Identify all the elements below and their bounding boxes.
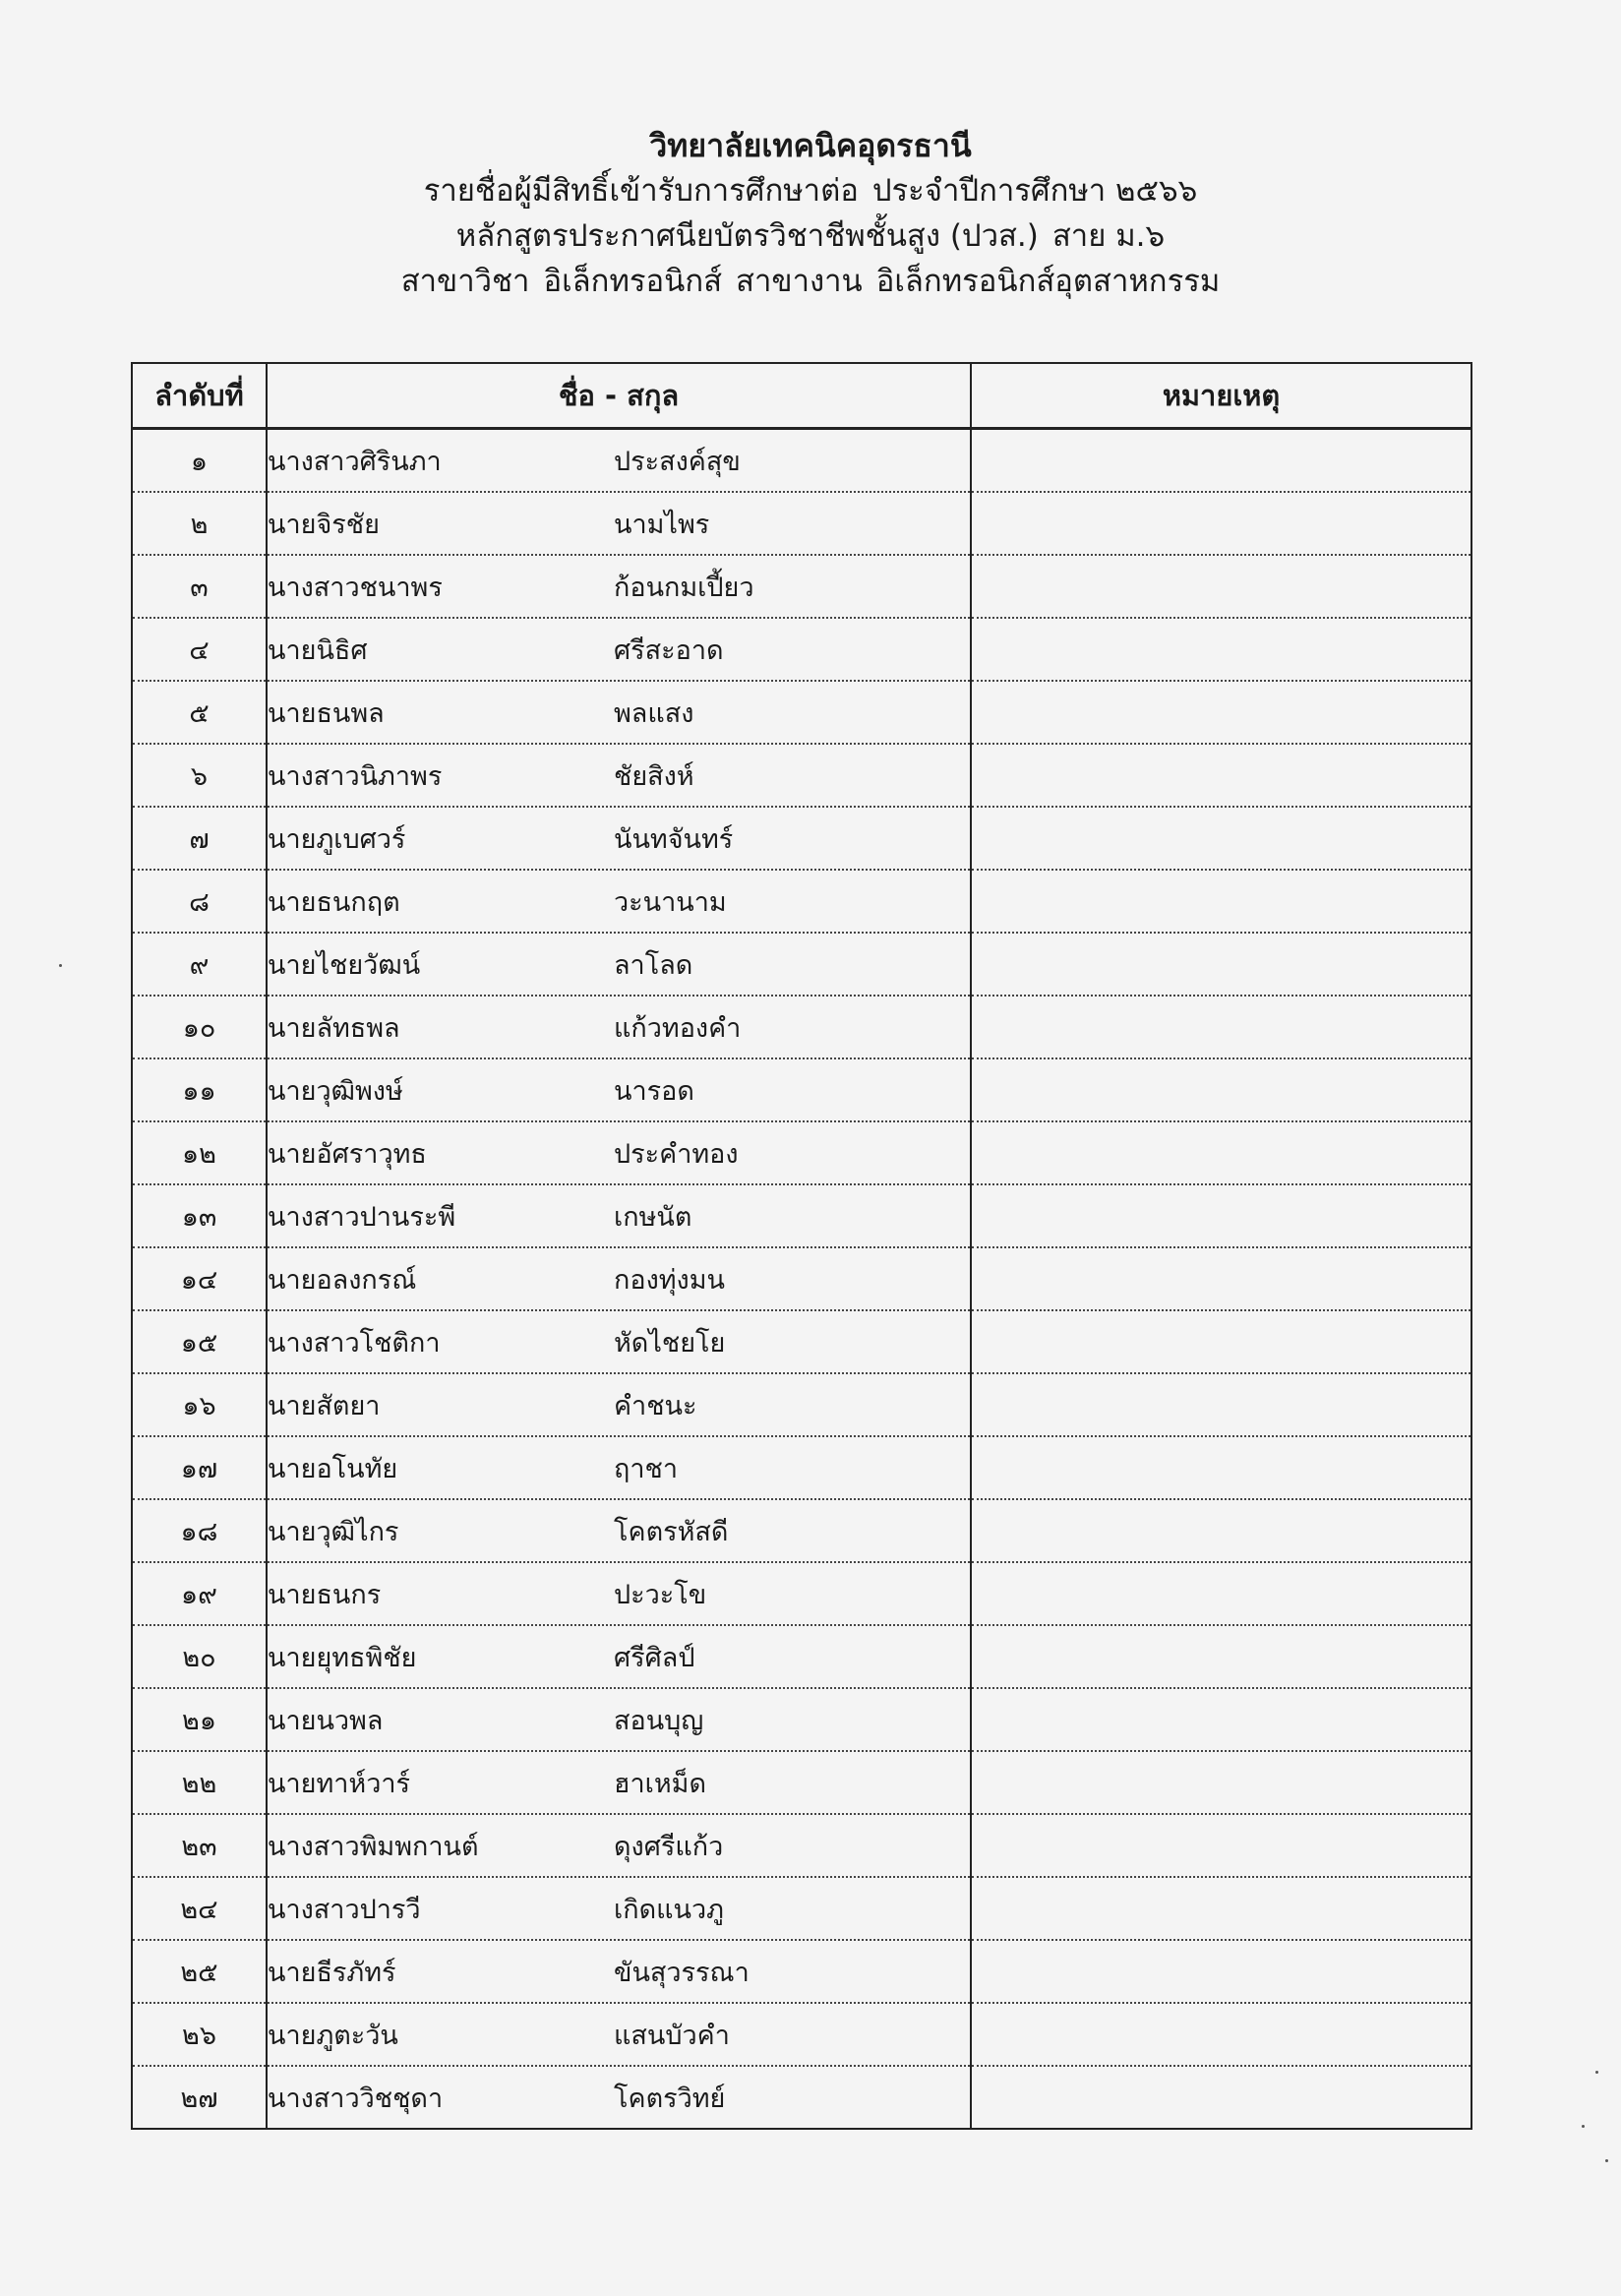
row-note [971, 1058, 1471, 1121]
row-note [971, 1310, 1471, 1373]
row-number: ๑๔ [132, 1247, 267, 1310]
first-name: นายอลงกรณ์ [268, 1264, 417, 1296]
table-row [132, 1436, 1471, 1499]
last-name: คำชนะ [614, 1390, 697, 1421]
table-row [132, 1184, 1471, 1247]
row-number: ๒๐ [132, 1625, 267, 1688]
row-number: ๔ [132, 618, 267, 681]
table-row [132, 681, 1471, 744]
row-fullname [267, 1940, 971, 2003]
row-note [971, 933, 1471, 996]
row-note [971, 2066, 1471, 2129]
row-number: ๘ [132, 870, 267, 933]
row-number: ๑๖ [132, 1373, 267, 1436]
last-name: ก้อนกมเปี้ยว [614, 572, 754, 603]
table-row [132, 1058, 1471, 1121]
first-name: นายวุฒิไกร [268, 1516, 399, 1547]
last-name: ชัยสิงห์ [614, 760, 694, 792]
row-note [971, 996, 1471, 1058]
row-number: ๒๖ [132, 2003, 267, 2066]
row-fullname [267, 681, 971, 744]
first-name: นายลัทธพล [268, 1012, 400, 1044]
first-name: นายนิธิศ [268, 634, 368, 666]
first-name: นายอัศราวุทธ [268, 1138, 427, 1170]
last-name: ประสงค์สุข [614, 446, 741, 477]
row-note [971, 744, 1471, 807]
row-number: ๒๔ [132, 1877, 267, 1940]
subtitle-left: รายชื่อผู้มีสิทธิ์เข้ารับการศึกษาต่อ [423, 173, 859, 209]
row-note [971, 681, 1471, 744]
table-row [132, 1310, 1471, 1373]
scan-speck [1582, 2125, 1585, 2128]
row-fullname [267, 1877, 971, 1940]
first-name: นางสาวปานระพี [268, 1201, 456, 1233]
row-fullname [267, 1121, 971, 1184]
row-fullname [267, 1247, 971, 1310]
table-row [132, 492, 1471, 555]
col-header-no: ลำดับที่ [132, 363, 267, 429]
col-header-name: ชื่อ - สกุล [267, 363, 971, 429]
row-number: ๕ [132, 681, 267, 744]
table-row [132, 1499, 1471, 1562]
row-fullname [267, 744, 971, 807]
row-note [971, 1814, 1471, 1877]
table-row [132, 1625, 1471, 1688]
row-note [971, 492, 1471, 555]
table-row [132, 2066, 1471, 2129]
first-name: นางสาวศิรินภา [268, 446, 442, 477]
last-name: หัดไชยโย [614, 1327, 726, 1359]
row-fullname [267, 492, 971, 555]
first-name: นายจิรชัย [268, 509, 380, 540]
first-name: นายอโนทัย [268, 1453, 398, 1484]
last-name: นันทจันทร์ [614, 823, 734, 855]
row-note [971, 1247, 1471, 1310]
row-note [971, 429, 1471, 493]
table-row [132, 807, 1471, 870]
last-name: ปะวะโข [614, 1579, 707, 1610]
college-name: วิทยาลัยเทคนิคอุดรธานี [649, 127, 972, 164]
first-name: นายยุทธพิชัย [268, 1642, 417, 1673]
table-row [132, 996, 1471, 1058]
table-row [132, 933, 1471, 996]
row-fullname [267, 618, 971, 681]
row-fullname [267, 1625, 971, 1688]
first-name: นางสาวนิภาพร [268, 760, 443, 792]
row-fullname [267, 807, 971, 870]
last-name: แสนบัวคำ [614, 2020, 730, 2051]
row-note [971, 1688, 1471, 1751]
last-name: เกิดแนวภู [614, 1894, 724, 1925]
row-note [971, 1373, 1471, 1436]
dept-name: อิเล็กทรอนิกส์ [543, 264, 723, 299]
row-number: ๑๙ [132, 1562, 267, 1625]
table-row [132, 1373, 1471, 1436]
table-row [132, 1562, 1471, 1625]
row-fullname [267, 1436, 971, 1499]
row-note [971, 807, 1471, 870]
row-number: ๒๑ [132, 1688, 267, 1751]
major-label: สาขางาน [736, 264, 863, 299]
row-fullname [267, 1688, 971, 1751]
scan-speck [1605, 2159, 1608, 2162]
scan-speck [59, 964, 62, 967]
last-name: ประคำทอง [614, 1138, 739, 1170]
row-note [971, 1121, 1471, 1184]
first-name: นายนวพล [268, 1705, 384, 1736]
last-name: นามไพร [614, 509, 710, 540]
first-name: นางสาววิชชุดา [268, 2083, 444, 2114]
major-name: อิเล็กทรอนิกส์อุตสาหกรรม [875, 264, 1221, 299]
row-number: ๑ [132, 429, 267, 493]
last-name: แก้วทองคำ [614, 1012, 742, 1044]
row-fullname [267, 933, 971, 996]
first-name: นายไชยวัฒน์ [268, 949, 421, 981]
last-name: กองทุ่งมน [614, 1264, 725, 1296]
table-row [132, 1121, 1471, 1184]
row-number: ๑๑ [132, 1058, 267, 1121]
row-number: ๖ [132, 744, 267, 807]
first-name: นางสาวชนาพร [268, 572, 443, 603]
last-name: ขันสุวรรณา [614, 1957, 750, 1988]
row-note [971, 1436, 1471, 1499]
row-fullname [267, 429, 971, 493]
row-number: ๑๓ [132, 1184, 267, 1247]
table-row [132, 1877, 1471, 1940]
first-name: นายภูตะวัน [268, 2020, 398, 2051]
first-name: นางสาวโชติกา [268, 1327, 441, 1359]
last-name: เกษนัต [614, 1201, 692, 1233]
row-note [971, 1940, 1471, 2003]
last-name: พลแสง [614, 697, 694, 729]
row-number: ๓ [132, 555, 267, 618]
table-row [132, 870, 1471, 933]
table-row [132, 2003, 1471, 2066]
last-name: ศรีสะอาด [614, 634, 724, 666]
first-name: นายธนกฤต [268, 886, 400, 918]
row-note [971, 1499, 1471, 1562]
row-number: ๒๓ [132, 1814, 267, 1877]
first-name: นายสัตยา [268, 1390, 381, 1421]
row-number: ๒ [132, 492, 267, 555]
last-name: โคตรหัสดี [614, 1516, 729, 1547]
row-number: ๑๕ [132, 1310, 267, 1373]
row-number: ๒๒ [132, 1751, 267, 1814]
scan-speck [1595, 2071, 1598, 2074]
first-name: นายธนกร [268, 1579, 382, 1610]
row-number: ๗ [132, 807, 267, 870]
row-fullname [267, 1499, 971, 1562]
first-name: นายทาห์วาร์ [268, 1768, 411, 1799]
first-name: นายธีรภัทร์ [268, 1957, 396, 1988]
table-row [132, 1940, 1471, 2003]
row-note [971, 1184, 1471, 1247]
row-fullname [267, 1058, 971, 1121]
student-table [131, 362, 1472, 2130]
table-header-row [132, 363, 1471, 429]
row-fullname [267, 1373, 971, 1436]
last-name: สอนบุญ [614, 1705, 704, 1736]
row-number: ๑๒ [132, 1121, 267, 1184]
col-header-note: หมายเหตุ [971, 363, 1471, 429]
program-name: หลักสูตรประกาศนียบัตรวิชาชีพชั้นสูง (ปวส.) [455, 218, 1039, 254]
row-number: ๑๘ [132, 1499, 267, 1562]
last-name: โคตรวิทย์ [614, 2083, 726, 2114]
row-fullname [267, 1814, 971, 1877]
dept-label: สาขาวิชา [400, 264, 530, 299]
row-note [971, 1562, 1471, 1625]
last-name: ลาโลด [614, 949, 693, 981]
row-note [971, 2003, 1471, 2066]
row-fullname [267, 870, 971, 933]
row-fullname [267, 2066, 971, 2129]
row-note [971, 555, 1471, 618]
table-row [132, 744, 1471, 807]
row-fullname [267, 555, 971, 618]
row-fullname [267, 2003, 971, 2066]
row-fullname [267, 1184, 971, 1247]
row-number: ๒๕ [132, 1940, 267, 2003]
academic-year: ประจำปีการศึกษา ๒๕๖๖ [871, 173, 1198, 209]
table-body [132, 429, 1471, 2130]
first-name: นายธนพล [268, 697, 385, 729]
row-note [971, 1625, 1471, 1688]
table-row [132, 1814, 1471, 1877]
last-name: วะนานาม [614, 886, 727, 918]
last-name: ดุงศรีแก้ว [614, 1831, 724, 1862]
first-name: นางสาวปารวี [268, 1894, 421, 1925]
department-line [0, 259, 1621, 304]
table-row [132, 429, 1471, 493]
row-number: ๑๗ [132, 1436, 267, 1499]
row-number: ๑๐ [132, 996, 267, 1058]
row-note [971, 1751, 1471, 1814]
last-name: ฮาเหม็ด [614, 1768, 706, 1799]
last-name: ศรีศิลป์ [614, 1642, 695, 1673]
last-name: นารอด [614, 1075, 694, 1107]
row-fullname [267, 1751, 971, 1814]
row-note [971, 870, 1471, 933]
row-fullname [267, 1310, 971, 1373]
table-row [132, 618, 1471, 681]
row-number: ๙ [132, 933, 267, 996]
row-note [971, 618, 1471, 681]
row-number: ๒๗ [132, 2066, 267, 2129]
program-line [0, 213, 1621, 259]
last-name: ฤาชา [614, 1453, 678, 1484]
row-fullname [267, 1562, 971, 1625]
first-name: นายวุฒิพงษ์ [268, 1075, 403, 1107]
document-header [0, 123, 1621, 304]
table-row [132, 555, 1471, 618]
table-row [132, 1247, 1471, 1310]
row-fullname [267, 996, 971, 1058]
table-row [132, 1688, 1471, 1751]
row-note [971, 1877, 1471, 1940]
list-subtitle [0, 168, 1621, 213]
first-name: นายภูเบศวร์ [268, 823, 406, 855]
track-name: สาย ม.๖ [1051, 218, 1166, 254]
table-row [132, 1751, 1471, 1814]
first-name: นางสาวพิมพกานต์ [268, 1831, 479, 1862]
